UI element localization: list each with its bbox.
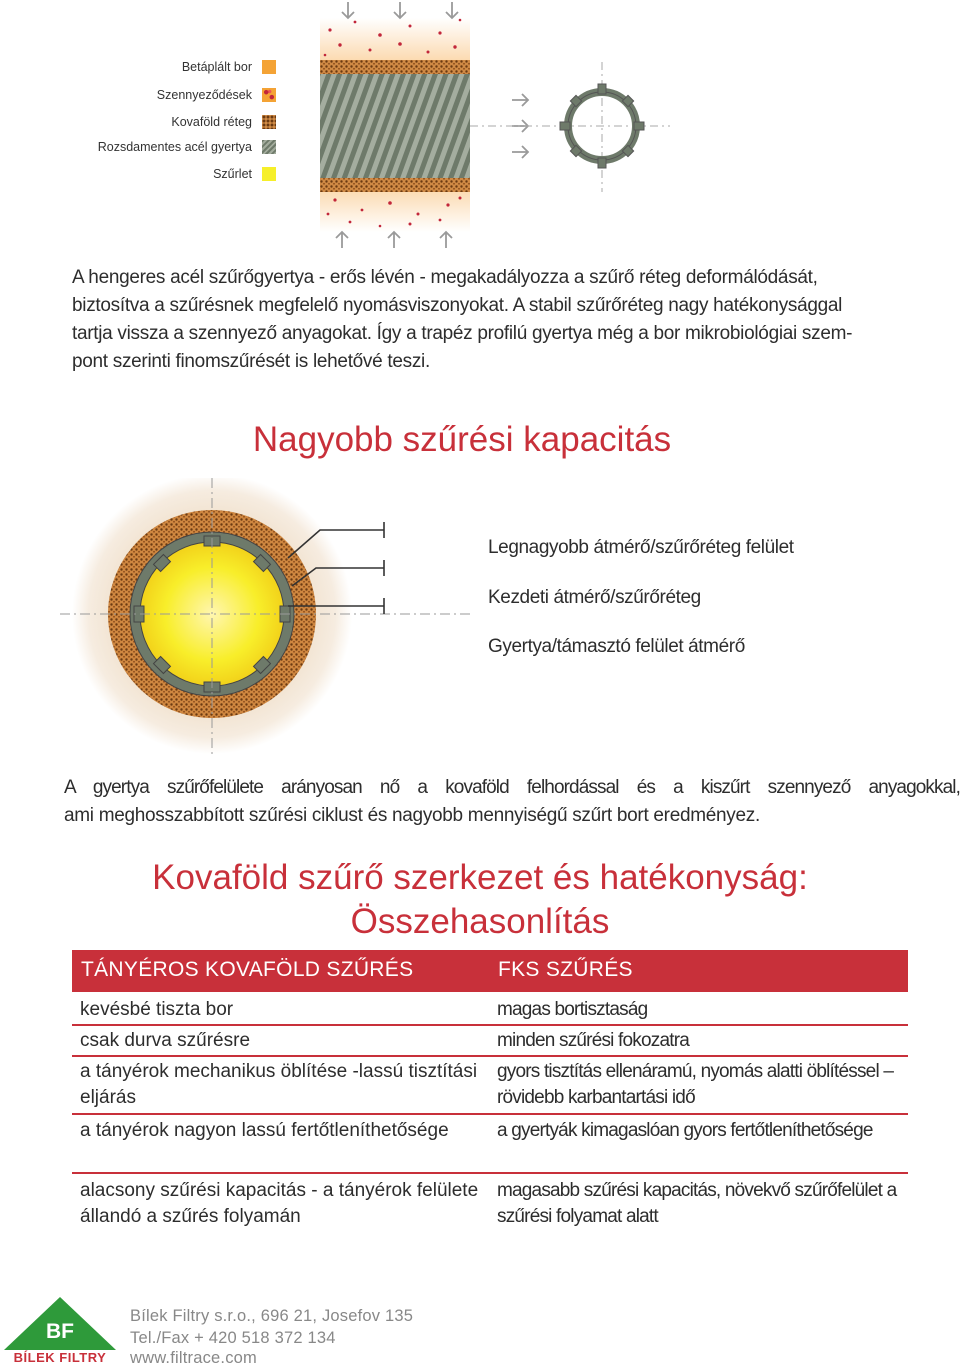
arrow-up-icon [336,232,452,248]
footer-website-link[interactable]: www.filtrace.com [130,1349,257,1367]
comparison-header [72,950,908,992]
arrow-down-icon [342,2,458,18]
logo-letters: BF [46,1320,74,1343]
comparison-title-line: Összehasonlítás [350,902,610,941]
capacity-line: A gyertya szűrőfelülete arányosan nő a kovaföld felhordással és a kiszűrt szennyező anyagokkal, [64,777,960,798]
capacity-line: ami meghosszabbított szűrési ciklust és nagyobb mennyiségű szűrt bort eredményez. [64,805,760,826]
legend-item-filtrate [213,167,276,181]
intro-line: biztosítva a szűrésnek megfelelő nyomásviszonyokat. A stabil szűrőréteg nagy hatékonysággal [72,295,843,316]
row-divider [72,1055,908,1057]
filtration-diagram [300,0,680,255]
diatomite-layer-bottom [320,178,470,192]
legend-label: Szennyeződések [156,88,252,102]
legend-item-wine [182,60,276,74]
legend-swatch-icon [262,60,276,74]
capacity-diagram [60,478,480,758]
label-max-diameter: Legnagyobb átmérő/szűrőréteg felület [488,537,794,558]
footer-address: Bílek Filtry s.r.o., 696 21, Josefov 135 [130,1307,414,1325]
diatomite-layer-top [320,60,470,74]
table-cell: csak durva szűrésre [80,1030,251,1051]
table-cell: magas bortisztaság [497,999,648,1020]
intro-paragraph [72,264,940,376]
table-cell: kevésbé tiszta bor [80,999,234,1020]
capacity-title: Nagyobb szűrési kapacitás [252,420,672,459]
comparison-title-line: Kovaföld szűrő szerkezet és hatékonyság: [152,858,808,897]
table-cell: a gyertyák kimagaslóan gyors fertőtleníthetősége [497,1120,873,1141]
legend-label: Betáplált bor [181,60,252,74]
legend-swatch-icon [262,140,276,154]
header-fks-filtration: FKS SZŰRÉS [498,958,633,981]
label-candle-diameter: Gyertya/támasztó felület átmérő [488,636,745,657]
legend-label: Rozsdamentes acél gyertya [97,140,252,154]
legend-item-diatomite [171,115,276,129]
intro-line: A hengeres acél szűrőgyertya - erős lévén - megakadályozza a szűrő réteg deformálódását, [72,267,818,288]
intro-line: tartja vissza a szennyező anyagokat. Így a trapéz profilú gyertya még a bor mikrobiológiai szem- [72,323,853,344]
table-cell: alacsony szűrési kapacitás - a tányérok felülete állandó a szűrés folyamán [80,1180,479,1227]
table-cell: a tányérok nagyon lassú fertőtleníthetősége [80,1120,449,1141]
logo-name: BÍLEK FILTRY [13,1350,107,1365]
legend-label: Kovaföld réteg [171,115,252,129]
capacity-paragraph [64,774,960,830]
table-cell: minden szűrési fokozatra [497,1030,690,1051]
row-divider [72,1113,908,1115]
legend-item-impurities [157,88,276,102]
legend-item-steel-candle [98,140,276,154]
label-initial-diameter: Kezdeti átmérő/szűrőréteg [488,587,701,608]
steel-candle-section [320,74,470,178]
row-divider [72,1172,908,1174]
legend-label: Szűrlet [213,167,252,181]
footer-phone: Tel./Fax + 420 518 372 134 [130,1329,336,1347]
table-cell: a tányérok mechanikus öblítése -lassú tisztítási eljárás [80,1061,478,1108]
comparison-title [30,856,930,944]
table-cell: gyors tisztítás ellenáramú, nyomás alatti öblítéssel – rövidebb karbantartási idő [497,1061,894,1108]
legend-swatch-icon [262,88,276,102]
row-divider [72,1024,908,1026]
intro-line: pont szerinti finomszűrését is lehetővé teszi. [72,351,430,372]
table-cell: magasabb szűrési kapacitás, növekvő szűrőfelület a szűrési folyamat alatt [497,1180,897,1227]
header-plate-filtration: TÁNYÉROS KOVAFÖLD SZŰRÉS [81,958,414,981]
legend-swatch-icon [262,115,276,129]
legend-swatch-icon [262,167,276,181]
